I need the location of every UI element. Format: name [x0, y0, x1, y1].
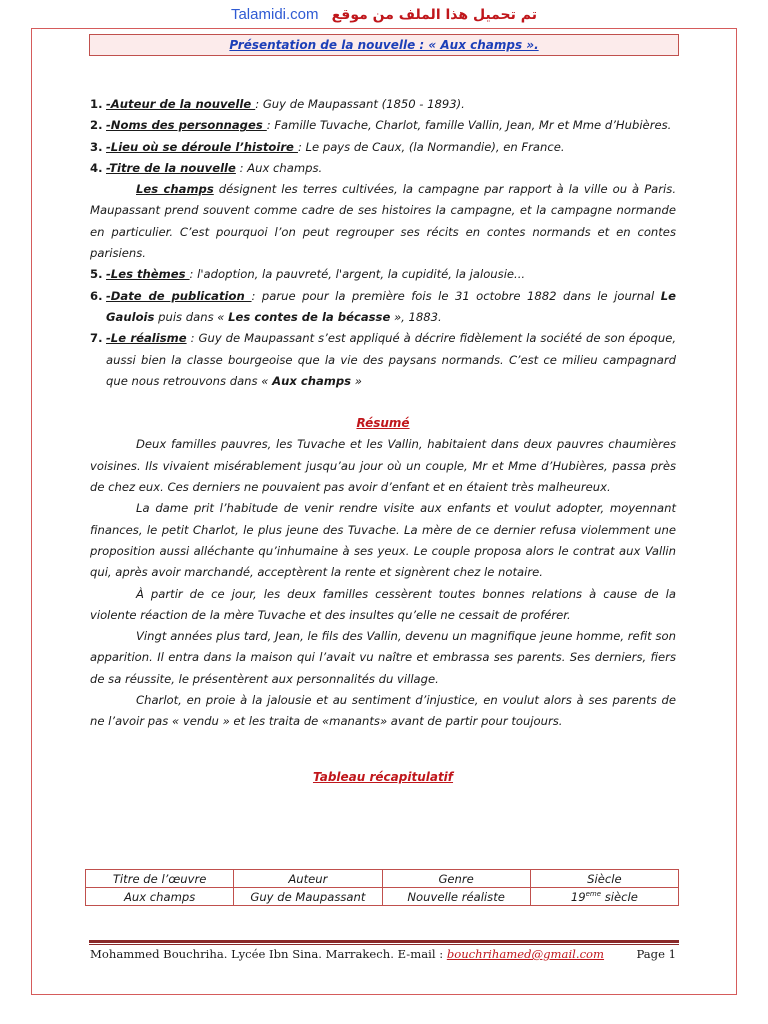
- item-text: », 1883.: [390, 309, 442, 324]
- table-cell: Nouvelle réaliste: [382, 888, 530, 906]
- footer-author: Mohammed Bouchriha. Lycée Ibn Sina. Marrakech. E-mail :: [90, 947, 447, 961]
- footer-rule: [89, 940, 679, 943]
- resume-paragraph: Charlot, en proie à la jalousie et au sentiment d’injustice, en voulut alors à ses parents de ne l’avoir pas « vendu » et les traita de «manants» avant de partir pour toujours.: [90, 693, 676, 729]
- list-item: [90, 158, 676, 179]
- item-label: -Les thèmes: [106, 267, 190, 282]
- footer-rule-thin: [89, 944, 679, 945]
- list-item: [90, 286, 676, 329]
- item-number: 6.: [90, 288, 103, 303]
- item-text: : parue pour la première fois le 31 octobre 1882 dans le journal: [251, 288, 661, 303]
- presentation-list-continued: [90, 264, 676, 392]
- download-banner: [0, 4, 768, 23]
- champs-paragraph: [90, 179, 676, 264]
- century-suffix: eme: [585, 889, 602, 898]
- table-row: [86, 888, 679, 906]
- list-item: [90, 115, 676, 136]
- table-header-cell: Titre de l’œuvre: [86, 870, 234, 888]
- journal-name: Le Gaulois: [106, 288, 676, 324]
- list-item: [90, 328, 677, 392]
- item-label: -Auteur de la nouvelle: [106, 97, 256, 111]
- table-header-cell: Genre: [382, 870, 530, 888]
- list-item: [90, 137, 676, 158]
- item-label: -Lieu où se déroule l’histoire: [106, 139, 298, 154]
- presentation-list: [90, 94, 676, 179]
- item-text: : Le pays de Caux, (la Normandie), en France.: [297, 139, 565, 154]
- item-number: 5.: [90, 267, 103, 282]
- item-label: -Date de publication: [106, 288, 252, 303]
- item-number: 2.: [90, 118, 103, 133]
- table-header-cell: Siècle: [530, 870, 678, 888]
- work-title: Aux champs: [272, 373, 352, 388]
- item-text: : Aux champs.: [235, 160, 323, 175]
- item-label: -Le réalisme: [106, 331, 187, 346]
- item-number: 1.: [90, 97, 103, 111]
- page-number: Page 1: [636, 947, 676, 961]
- tableau-heading: Tableau récapitulatif: [312, 769, 454, 784]
- century-number: 19: [570, 889, 586, 904]
- download-notice: تم تحميل هذا الملف من موقع: [331, 7, 538, 23]
- champs-lead: Les champs: [136, 182, 214, 197]
- item-text: : Guy de Maupassant s’est appliqué à décrire fidèlement la société de son époque, aussi bien la classe bourgeoise que la vie des paysans normands. C’est ce milieu campagnard que nous retrouvons dans «: [106, 331, 677, 388]
- item-text: »: [351, 373, 362, 388]
- resume-paragraph: La dame prit l’habitude de venir rendre visite aux enfants et voulut adopter, moyennant finances, le petit Charlot, le plus jeune des Tuvache. La mère de ce dernier refusa violemment une proposition aussi alléchante qu’inhumaine à ses yeux. Le couple proposa alors le contrat aux Vallin qui, après avoir marchandé, acceptèrent la rente et signèrent chez le notaire.: [90, 501, 676, 580]
- page-footer: [90, 947, 676, 961]
- recap-table: [85, 869, 679, 906]
- item-text: puis dans «: [154, 309, 229, 324]
- resume-paragraph: À partir de ce jour, les deux familles cessèrent toutes bonnes relations à cause de la violente réaction de la mère Tuvache et des insultes qu’elle ne cessait de proférer.: [90, 586, 676, 622]
- table-cell: Aux champs: [86, 888, 234, 906]
- footer-email-link[interactable]: bouchrihamed@gmail.com: [446, 947, 605, 961]
- century-word: siècle: [601, 889, 638, 904]
- item-label: -Noms des personnages: [106, 118, 267, 133]
- champs-text: désignent les terres cultivées, la campagne par rapport à la ville ou à Paris. Maupassant prend souvent comme cadre de ses histoires la campagne, et la campagne normande en particulier. C’est pourquoi l’on peut regrouper ses récits en contes normands et en contes parisiens.: [90, 182, 677, 261]
- list-item: [90, 264, 676, 285]
- item-text: : Guy de Maupassant (1850 - 1893).: [255, 97, 465, 111]
- table-cell-century: [530, 888, 678, 906]
- item-text: : l'adoption, la pauvreté, l'argent, la cupidité, la jalousie...: [189, 267, 526, 282]
- table-header-cell: Auteur: [234, 870, 382, 888]
- resume-paragraph: Vingt années plus tard, Jean, le fils des Vallin, devenu un magnifique jeune homme, refit son apparition. Il entra dans la maison qui l’avait vu naître et embrassa ses parents. Ses derniers, fiers de sa réussite, le présentèrent aux personnalités du village.: [90, 629, 676, 686]
- table-cell: Guy de Maupassant: [234, 888, 382, 906]
- site-link[interactable]: Talamidi.com: [230, 6, 319, 23]
- table-header-row: [86, 870, 679, 888]
- item-text: : Famille Tuvache, Charlot, famille Vallin, Jean, Mr et Mme d’Hubières.: [266, 118, 672, 133]
- collection-name: Les contes de la bécasse: [228, 309, 391, 324]
- resume-heading: Résumé: [356, 416, 410, 431]
- document-body: [90, 94, 676, 788]
- item-label: -Titre de la nouvelle: [106, 160, 236, 175]
- item-number: 3.: [90, 139, 103, 154]
- list-item: [90, 94, 676, 115]
- item-number: 4.: [90, 160, 103, 175]
- resume-paragraph: Deux familles pauvres, les Tuvache et les Vallin, habitaient dans deux pauvres chaumières voisines. Ils vivaient misérablement jusqu’au jour où un couple, Mr et Mme d’Hubières, passa près de chez eux. Ces derniers ne pouvaient pas avoir d’enfant et en étaient très malheureux.: [90, 437, 676, 495]
- item-number: 7.: [90, 331, 103, 346]
- document-title: Présentation de la nouvelle : « Aux champs ».: [89, 34, 679, 56]
